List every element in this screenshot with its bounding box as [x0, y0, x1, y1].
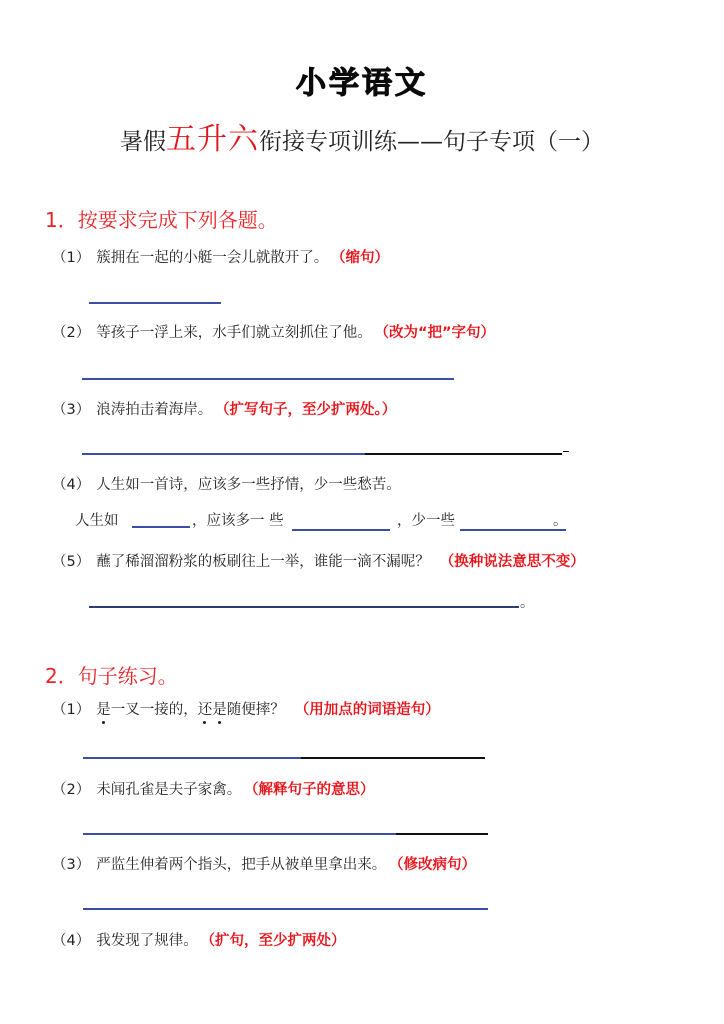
question-1-4 — [52, 473, 401, 494]
fill-in-part-2: ，应该多一 些 — [192, 513, 284, 529]
answer-line-1-3b[interactable] — [365, 453, 562, 455]
line-end-mark — [563, 451, 569, 452]
question-text: 我发现了规律。 — [96, 933, 198, 949]
emphasized-word: 是 — [96, 698, 111, 719]
question-2-2 — [52, 778, 374, 799]
question-requirement: （解释句子的意思） — [251, 782, 375, 798]
question-number: （2） — [52, 782, 91, 798]
question-requirement: （改为“把”字句） — [381, 325, 496, 341]
question-2-4 — [52, 929, 345, 950]
line-end-period: 。 — [520, 595, 534, 611]
fill-in-part-3: ，少一些 — [397, 513, 455, 529]
question-text: 一叉一接的， — [110, 702, 198, 718]
question-number: （2） — [52, 325, 91, 341]
question-1-2 — [52, 321, 495, 342]
question-number: （5） — [52, 554, 91, 570]
fill-in-part-1: 人生如 — [75, 513, 119, 529]
blank-1[interactable] — [132, 526, 190, 528]
question-requirement: （换种说法意思不变） — [439, 554, 585, 570]
question-requirement: （扩写句子，至少扩两处。） — [222, 402, 397, 418]
emphasized-word: 还 — [198, 698, 213, 719]
question-text: 簇拥在一起的小艇一会儿就散开了。 — [96, 250, 329, 266]
answer-line-1-5[interactable] — [89, 606, 519, 608]
question-text: 未闻孔雀是夫子家禽。 — [96, 782, 242, 798]
question-requirement: （扩句，至少扩两处） — [207, 933, 346, 949]
question-text: 等孩子一浮上来，水手们就立刻抓住了他。 — [96, 325, 372, 341]
question-text: 人生如一首诗，应该多一些抒情，少一些愁苦。 — [96, 477, 401, 493]
section-1-heading: 1．按要求完成下列各题。 — [45, 208, 278, 232]
blank-3[interactable] — [460, 529, 566, 531]
question-number: （4） — [52, 477, 91, 493]
answer-line-2-3[interactable] — [83, 908, 488, 910]
fill-in-row — [75, 509, 119, 530]
answer-line-1-2[interactable] — [82, 378, 454, 380]
fill-in-end: 。 — [553, 513, 568, 529]
question-2-1 — [52, 698, 440, 719]
question-requirement: （用加点的词语造句） — [294, 702, 440, 718]
question-number: （1） — [52, 702, 91, 718]
subtitle-suffix: 衔接专项训练——句子专项（一） — [259, 129, 604, 155]
blank-2[interactable] — [292, 529, 390, 531]
answer-line-2-1b[interactable] — [301, 757, 485, 759]
question-requirement: （缩句） — [338, 250, 389, 266]
answer-line-2-1a[interactable] — [83, 757, 301, 759]
question-text: 浪涛拍击着海岸。 — [96, 402, 213, 418]
question-requirement: （修改病句） — [396, 857, 476, 873]
emphasized-word: 是 — [212, 698, 227, 719]
subtitle-prefix: 暑假 — [120, 129, 166, 155]
question-number: （3） — [52, 857, 91, 873]
answer-line-2-2a[interactable] — [83, 833, 396, 835]
question-1-5 — [52, 550, 585, 571]
answer-line-1-3a[interactable] — [82, 453, 365, 455]
section-2-heading: 2．句子练习。 — [45, 664, 178, 688]
question-number: （1） — [52, 250, 91, 266]
question-number: （3） — [52, 402, 91, 418]
question-2-3 — [52, 853, 476, 874]
fill-in-part-2-wrap — [192, 509, 284, 530]
question-1-1 — [52, 246, 389, 267]
question-text: 蘸了稀溜溜粉浆的板刷往上一举，谁能一滴不漏呢？ — [96, 554, 430, 570]
sub-title — [0, 114, 724, 158]
answer-line-2-2b[interactable] — [396, 833, 488, 835]
subtitle-highlight: 五升六 — [166, 122, 259, 157]
main-title: 小学语文 — [296, 66, 428, 101]
question-text: 随便摔？ — [226, 702, 285, 718]
answer-line-1-1[interactable] — [89, 302, 221, 304]
question-1-3 — [52, 398, 396, 419]
question-text: 严监生伸着两个指头，把手从被单里拿出来。 — [96, 857, 387, 873]
question-number: （4） — [52, 933, 91, 949]
fill-in-part-3-wrap — [397, 509, 455, 530]
